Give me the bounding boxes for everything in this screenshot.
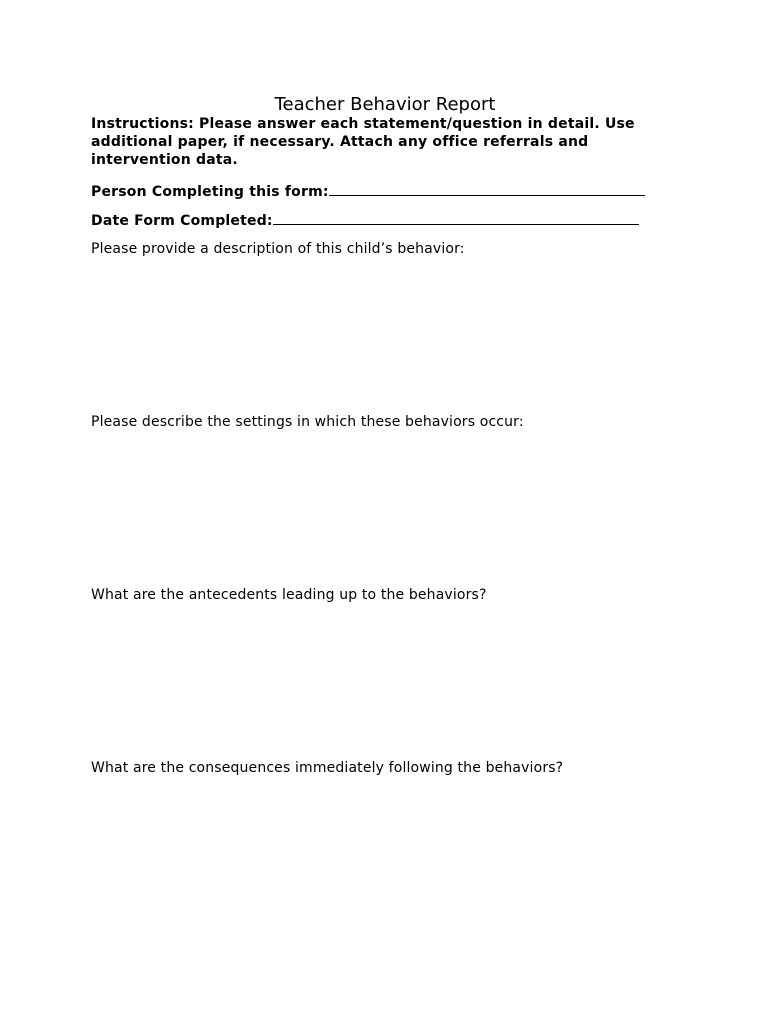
answer-area-behavior-description[interactable]: [91, 262, 671, 402]
page-title: Teacher Behavior Report: [274, 94, 496, 115]
date-completed-blank-line[interactable]: [273, 210, 639, 225]
person-completing-field[interactable]: [91, 181, 645, 201]
instructions-text: Instructions: Please answer each statement/question in detail. Use additional paper, if necessary. Attach any office referrals and intervention data.: [91, 116, 635, 168]
question-consequences: What are the consequences immediately following the behaviors?: [91, 760, 564, 776]
date-completed-field[interactable]: [91, 210, 639, 230]
question-behavior-description: Please provide a description of this child’s behavior:: [91, 241, 465, 257]
answer-area-consequences[interactable]: [91, 781, 671, 921]
person-completing-label: Person Completing this form:: [91, 184, 329, 200]
date-completed-label: Date Form Completed:: [91, 213, 273, 229]
answer-area-settings[interactable]: [91, 435, 671, 575]
answer-area-antecedents[interactable]: [91, 608, 671, 748]
question-antecedents: What are the antecedents leading up to the behaviors?: [91, 587, 487, 603]
person-completing-blank-line[interactable]: [329, 181, 645, 196]
question-settings: Please describe the settings in which these behaviors occur:: [91, 414, 524, 430]
